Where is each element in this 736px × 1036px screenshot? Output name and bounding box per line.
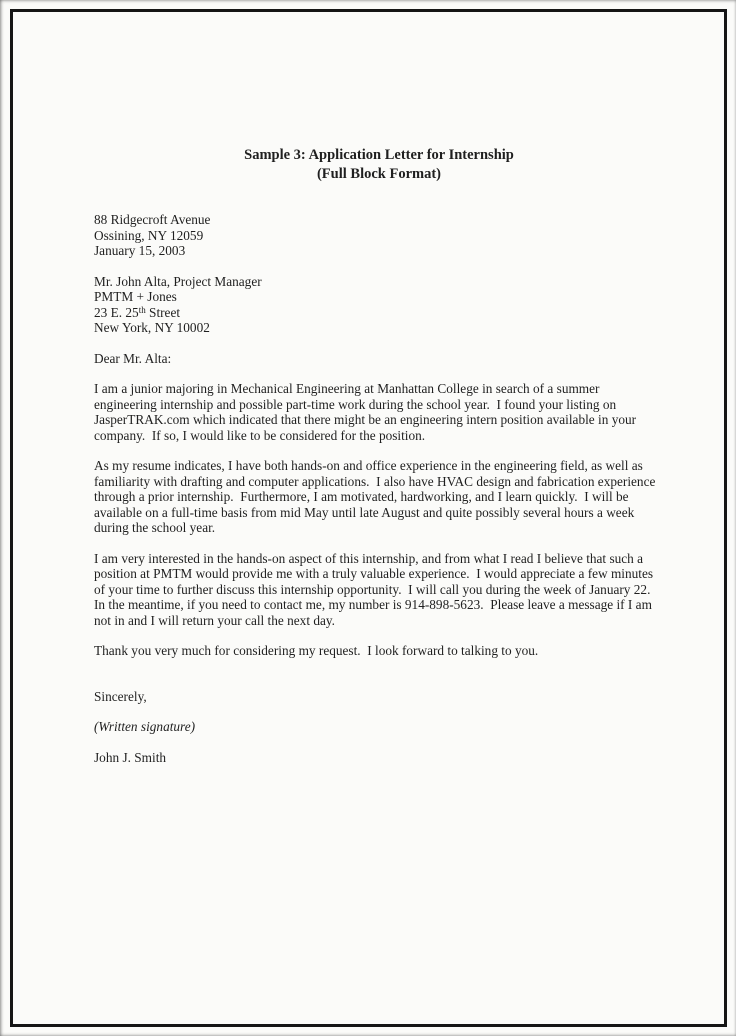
recipient-street-line <box>94 305 664 321</box>
recipient-name: Mr. John Alta, Project Manager <box>94 273 262 289</box>
sender-address-block <box>94 212 664 259</box>
street-number-text: 23 E. 25 <box>94 304 139 320</box>
heading-line-2: (Full Block Format) <box>316 166 442 182</box>
body-paragraph-2: As my resume indicates, I have both hands-on and office experience in the engineering field, as well as familiarity with drafting and computer applications. I also have HVAC design and fabrication experience through a prior internship. Furthermore, I am motivated, hardworking, and I learn quickly. I will be available on a full-time basis from mid May until late August and quite possibly several hours a week during the school year. <box>94 458 659 535</box>
letter-date: January 15, 2003 <box>94 243 186 258</box>
sender-address-line-2: Ossining, NY 12059 <box>94 227 204 243</box>
recipient-address-block <box>94 274 664 336</box>
sender-address-line-1: 88 Ridgecroft Avenue <box>94 212 211 227</box>
signature-name: John J. Smith <box>94 749 167 765</box>
closing: Sincerely, <box>94 688 147 704</box>
body-paragraph-4: Thank you very much for considering my request. I look forward to talking to you. <box>94 643 539 658</box>
street-ordinal-suffix: th <box>138 304 146 315</box>
salutation: Dear Mr. Alta: <box>94 350 172 366</box>
body-paragraph-3: I am very interested in the hands-on aspect of this internship, and from what I read I believe that such a position at PMTM would provide me with a truly valuable experience. I would appreciate a few minutes of your time to further discuss this internship opportunity. I will call you during the week of January 22. In the meantime, if you need to contact me, my number is 914-898-5623. Please leave a message if I am not in and I will return your call the next day. <box>94 550 658 628</box>
body-paragraph-1: I am a junior majoring in Mechanical Engineering at Manhattan College in search of a summer engineering internship and possible part-time work during the school year. I found your listing on JasperTRAK.com which indicated that there might be an engineering intern position available in your company. If so, I would like to be considered for the position. <box>94 381 640 443</box>
recipient-company: PMTM + Jones <box>94 289 177 304</box>
document-heading <box>94 146 664 184</box>
street-name-text: Street <box>145 304 181 320</box>
heading-line-1: Sample 3: Application Letter for Internship <box>244 147 514 163</box>
recipient-city-line: New York, NY 10002 <box>94 320 210 335</box>
signature-placeholder: (Written signature) <box>94 719 196 734</box>
